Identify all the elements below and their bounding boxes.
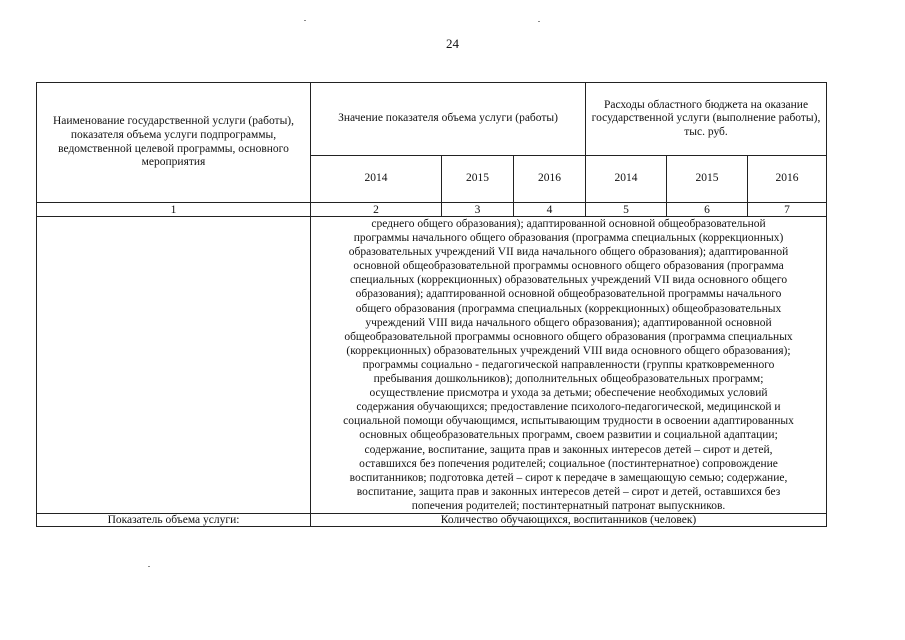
indicator-value: Количество обучающихся, воспитанников (человек): [311, 513, 827, 526]
description-line: (коррекционных) образовательных учреждений VIII вида основного общего образования);: [346, 344, 791, 357]
description-line: содержания обучающихся; предоставление психолого-педагогической, медицинской и: [356, 401, 781, 414]
scan-speck: [304, 20, 306, 21]
description-line: содержание, воспитание, защита прав и законных интересов детей – сирот и детей,: [364, 443, 773, 456]
description-line: осуществление присмотра и ухода за детьми; обеспечение необходимых условий: [369, 387, 768, 400]
column-number: 4: [514, 203, 586, 217]
page-number: 24: [446, 36, 459, 51]
description-line: специальных (коррекционных) образовательных учреждений VII вида основного общего: [349, 274, 788, 287]
description-line: попечения родителей; постинтернатный патронат выпускников.: [411, 499, 726, 512]
header-service-name: Наименование государственной услуги (работы), показателя объема услуги подпрограммы, ведомственной целевой программы, основного мероприятия: [37, 83, 311, 203]
empty-name-cell: [37, 217, 311, 514]
column-number: 6: [667, 203, 748, 217]
description-line: пребывания дошкольников); дополнительных общеобразовательных программ;: [373, 373, 764, 386]
budget-table: [36, 82, 827, 527]
description-line: социальной помощи обучающимся, испытывающим трудности в освоении адаптированных: [343, 415, 794, 428]
year-cell: 2016: [514, 156, 586, 203]
description-line: учреждений VIII вида начального общего образования); адаптированной основной: [365, 316, 772, 329]
header-budget-expenses: Расходы областного бюджета на оказание государственной услуги (выполнение работы), тыс. руб.: [586, 83, 827, 156]
column-numbers-row: [37, 203, 827, 217]
description-line: основной общеобразовательной программы основного общего образования (программа: [353, 260, 784, 273]
header-row: [37, 83, 827, 156]
description-row: [37, 217, 827, 514]
indicator-row: [37, 513, 827, 526]
indicator-label: Показатель объема услуги:: [37, 513, 311, 526]
scan-speck: [538, 21, 540, 22]
header-indicator-value: Значение показателя объема услуги (работы): [311, 83, 586, 156]
description-line: среднего общего образования); адаптированной основной общеобразовательной: [371, 218, 766, 230]
description-line: основных общеобразовательных программ, своем развитии и социальной адаптации;: [359, 429, 778, 442]
column-number: 3: [442, 203, 514, 217]
description-line: образования); адаптированной основной общеобразовательной программы начального: [355, 288, 782, 301]
description-line: общеобразовательной программы основного общего образования (программа специальных: [344, 330, 793, 343]
column-number: 5: [586, 203, 667, 217]
year-cell: 2015: [667, 156, 748, 203]
column-number: 2: [311, 203, 442, 217]
description-line: программы социально - педагогической направленности (группы кратковременного: [362, 358, 775, 371]
year-cell: 2014: [311, 156, 442, 203]
column-number: 7: [748, 203, 827, 217]
column-number: 1: [37, 203, 311, 217]
description-line: воспитанников; подготовка детей – сирот к передаче в замещающую семью; содержание,: [349, 471, 788, 484]
service-description: [311, 217, 827, 514]
description-line: воспитание, защита прав и законных интересов детей – сирот и детей, оставшихся без: [356, 485, 781, 498]
description-line: оставшихся без попечения родителей; социальное (постинтернатное) сопровождение: [359, 457, 778, 470]
year-cell: 2016: [748, 156, 827, 203]
year-cell: 2014: [586, 156, 667, 203]
scan-speck: [148, 566, 150, 567]
description-line: программы начального общего образования (программа специальных (коррекционных): [353, 232, 784, 245]
year-cell: 2015: [442, 156, 514, 203]
description-line: общего образования (программа специальных (коррекционных) общеобразовательных: [355, 302, 782, 315]
description-line: образовательных учреждений VII вида начального общего образования); адаптированной: [348, 246, 789, 259]
